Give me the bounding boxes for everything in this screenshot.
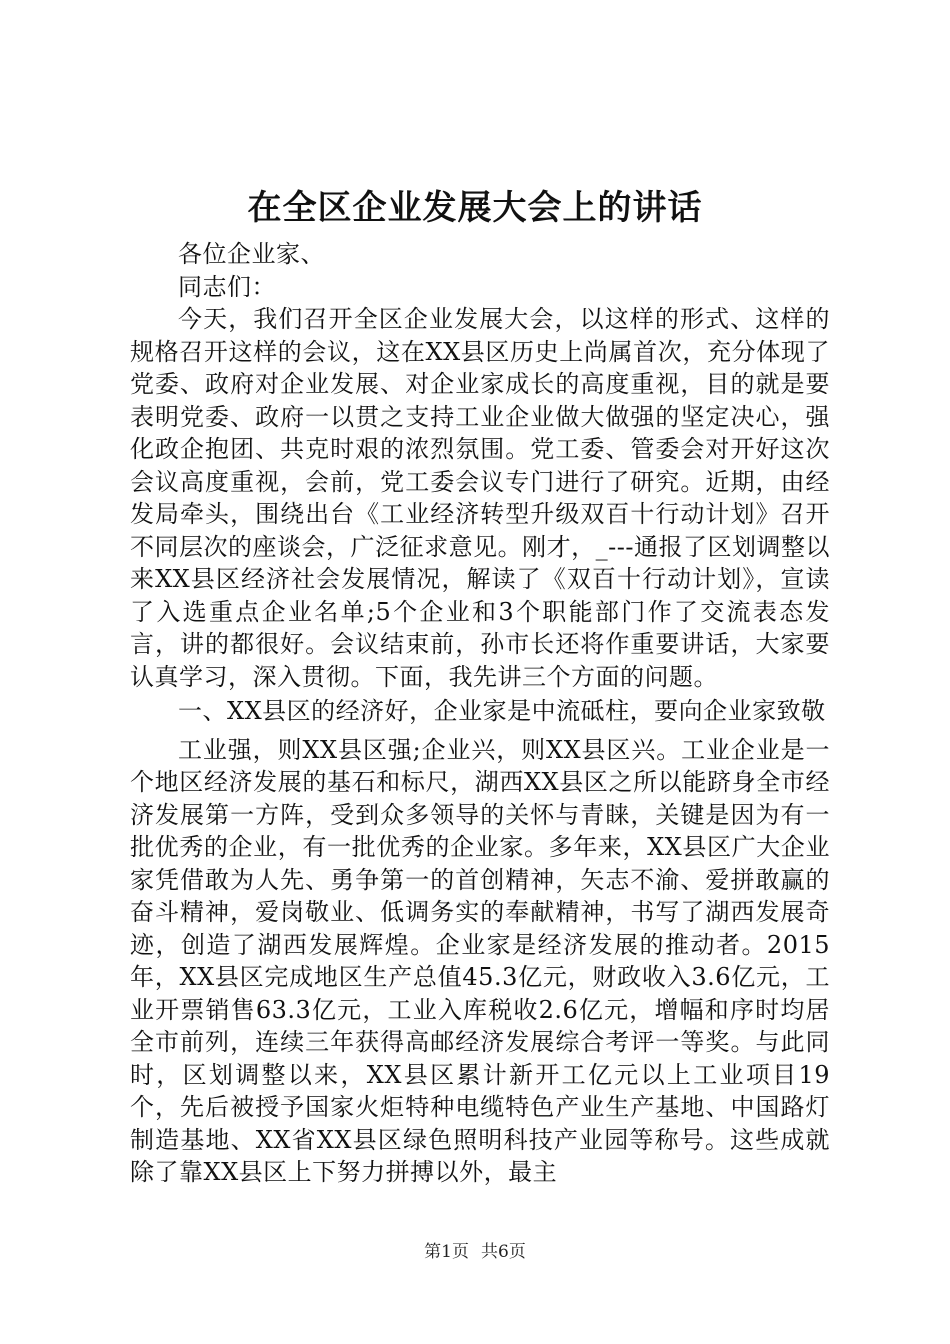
body-paragraph: 工业强，则XX县区强;企业兴，则XX县区兴。工业企业是一个地区经济发展的基石和标尺，湖西XX县区之所以能跻身全市经济发展第一方阵，受到众多领导的关怀与青睐，关键是因为有一批优秀的企业，有一批优秀的企业家。多年来，XX县区广大企业家凭借敢为人先、勇争第一的首创精神，矢志不渝、爱拼敢赢的奋斗精神，爱岗敬业、低调务实的奉献精神，书写了湖西发展奇迹，创造了湖西发展辉煌。企业家是经济发展的推动者。2015年，XX县区完成地区生产总值45.3亿元，财政收入3.6亿元，工业开票销售63.3亿元，工业入库税收2.6亿元，增幅和序时均居全市前列，连续三年获得高邮经济发展综合考评一等奖。与此同时，区划调整以来，XX县区累计新开工亿元以上工业项目19个，先后被授予国家火炬特种电缆特色产业生产基地、中国路灯制造基地、XX省XX县区绿色照明科技产业园等称号。这些成就除了靠XX县区上下努力拼搏以外，最主 [130,735,830,1186]
document-body [130,238,830,1189]
page-footer [0,1240,950,1264]
section-heading: 一、XX县区的经济好，企业家是中流砥柱，要向企业家致敬 [178,697,826,725]
greeting-line: 各位企业家、 [178,240,325,268]
page-total: 共6页 [481,1242,526,1262]
body-paragraph: 今天，我们召开全区企业发展大会，以这样的形式、这样的规格召开这样的会议，这在XX县区历史上尚属首次，充分体现了党委、政府对企业发展、对企业家成长的高度重视，目的就是要表明党委、政府一以贯之支持工业企业做大做强的坚定决心，强化政企抱团、共克时艰的浓烈氛围。党工委、管委会对开好这次会议高度重视，会前，党工委会议专门进行了研究。近期，由经发局牵头，围绕出台《工业经济转型升级双百十行动计划》召开不同层次的座谈会，广泛征求意见。刚才，_---通报了区划调整以来XX县区经济社会发展情况，解读了《双百十行动计划》，宣读了入选重点企业名单;5个企业和3个职能部门作了交流表态发言，讲的都很好。会议结束前，孙市长还将作重要讲话，大家要认真学习，深入贯彻。下面，我先讲三个方面的问题。 [130,305,830,691]
document-title: 在全区企业发展大会上的讲话 [247,188,703,228]
greeting-line: 同志们： [178,272,276,301]
page-number: 第1页 [424,1242,469,1262]
